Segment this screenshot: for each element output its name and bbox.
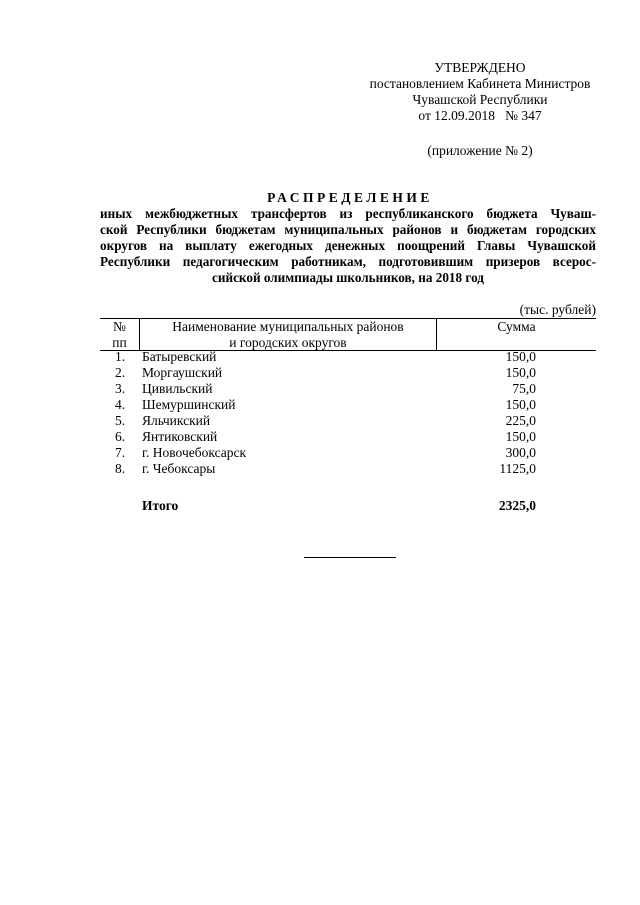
subtitle-line: иных межбюджетных трансфертов из республиканского бюджета Чуваш- — [100, 206, 596, 221]
header-num-line1: № — [113, 319, 126, 334]
total-label: Итого — [142, 498, 179, 513]
table-row — [100, 349, 600, 365]
header-num-line2: пп — [112, 335, 127, 350]
row-number: 5. — [114, 413, 126, 428]
row-sum: 150,0 — [505, 429, 536, 444]
row-district: Шемуршинский — [142, 397, 236, 412]
header-num — [100, 319, 139, 351]
header-name-line1: Наименование муниципальных районов — [172, 319, 404, 334]
row-number: 7. — [114, 445, 126, 460]
row-district: Батыревский — [142, 349, 217, 364]
row-number: 2. — [114, 365, 126, 380]
row-number: 4. — [114, 397, 126, 412]
total-sum: 2325,0 — [498, 498, 536, 513]
table-row — [100, 461, 600, 477]
approval-republic: Чувашской Республики — [412, 92, 548, 107]
table-total-row — [100, 498, 600, 514]
row-sum: 150,0 — [505, 349, 536, 364]
table-row — [100, 413, 600, 429]
closing-divider — [304, 557, 396, 558]
row-number: 3. — [114, 381, 126, 396]
row-district: Яльчикский — [142, 413, 211, 428]
row-sum: 150,0 — [505, 397, 536, 412]
row-district: г. Новочебоксарск — [142, 445, 247, 460]
table-row — [100, 365, 600, 381]
row-number: 1. — [114, 349, 126, 364]
header-name-line2: и городских округов — [229, 335, 347, 350]
row-district: Янтиковский — [142, 429, 218, 444]
subtitle-line: Республики педагогическим работникам, подготовившим призеров всерос- — [100, 254, 596, 269]
row-sum: 1125,0 — [499, 461, 536, 476]
document-subtitle — [100, 206, 596, 286]
subtitle-line: округов на выплату ежегодных денежных поощрений Главы Чувашской — [100, 238, 596, 253]
row-district: г. Чебоксары — [142, 461, 216, 476]
table-row — [100, 381, 600, 397]
row-sum: 300,0 — [505, 445, 536, 460]
subtitle-line: сийской олимпиады школьников, на 2018 год — [212, 270, 484, 285]
appendix-note: (приложение № 2) — [427, 143, 533, 158]
table-row — [100, 397, 600, 413]
document-title: РАСПРЕДЕЛЕНИЕ — [267, 190, 433, 205]
row-sum: 75,0 — [512, 381, 536, 396]
row-sum: 150,0 — [505, 365, 536, 380]
approval-date-number: от 12.09.2018 № 347 — [418, 108, 542, 123]
table-row — [100, 429, 600, 445]
table-body — [100, 349, 600, 477]
units-label: (тыс. рублей) — [519, 302, 596, 317]
approval-heading: УТВЕРЖДЕНО — [434, 60, 526, 75]
row-district: Моргаушский — [142, 365, 223, 380]
table-row — [100, 445, 600, 461]
subtitle-line: ской Республики бюджетам муниципальных районов и бюджетам городских — [100, 222, 596, 237]
row-sum: 225,0 — [505, 413, 536, 428]
header-name — [140, 319, 436, 351]
approval-stamp — [360, 60, 600, 124]
row-district: Цивильский — [142, 381, 213, 396]
row-number: 6. — [114, 429, 126, 444]
header-sum: Сумма — [497, 319, 536, 334]
row-number: 8. — [114, 461, 126, 476]
approval-issuer: постановлением Кабинета Министров — [369, 76, 591, 91]
